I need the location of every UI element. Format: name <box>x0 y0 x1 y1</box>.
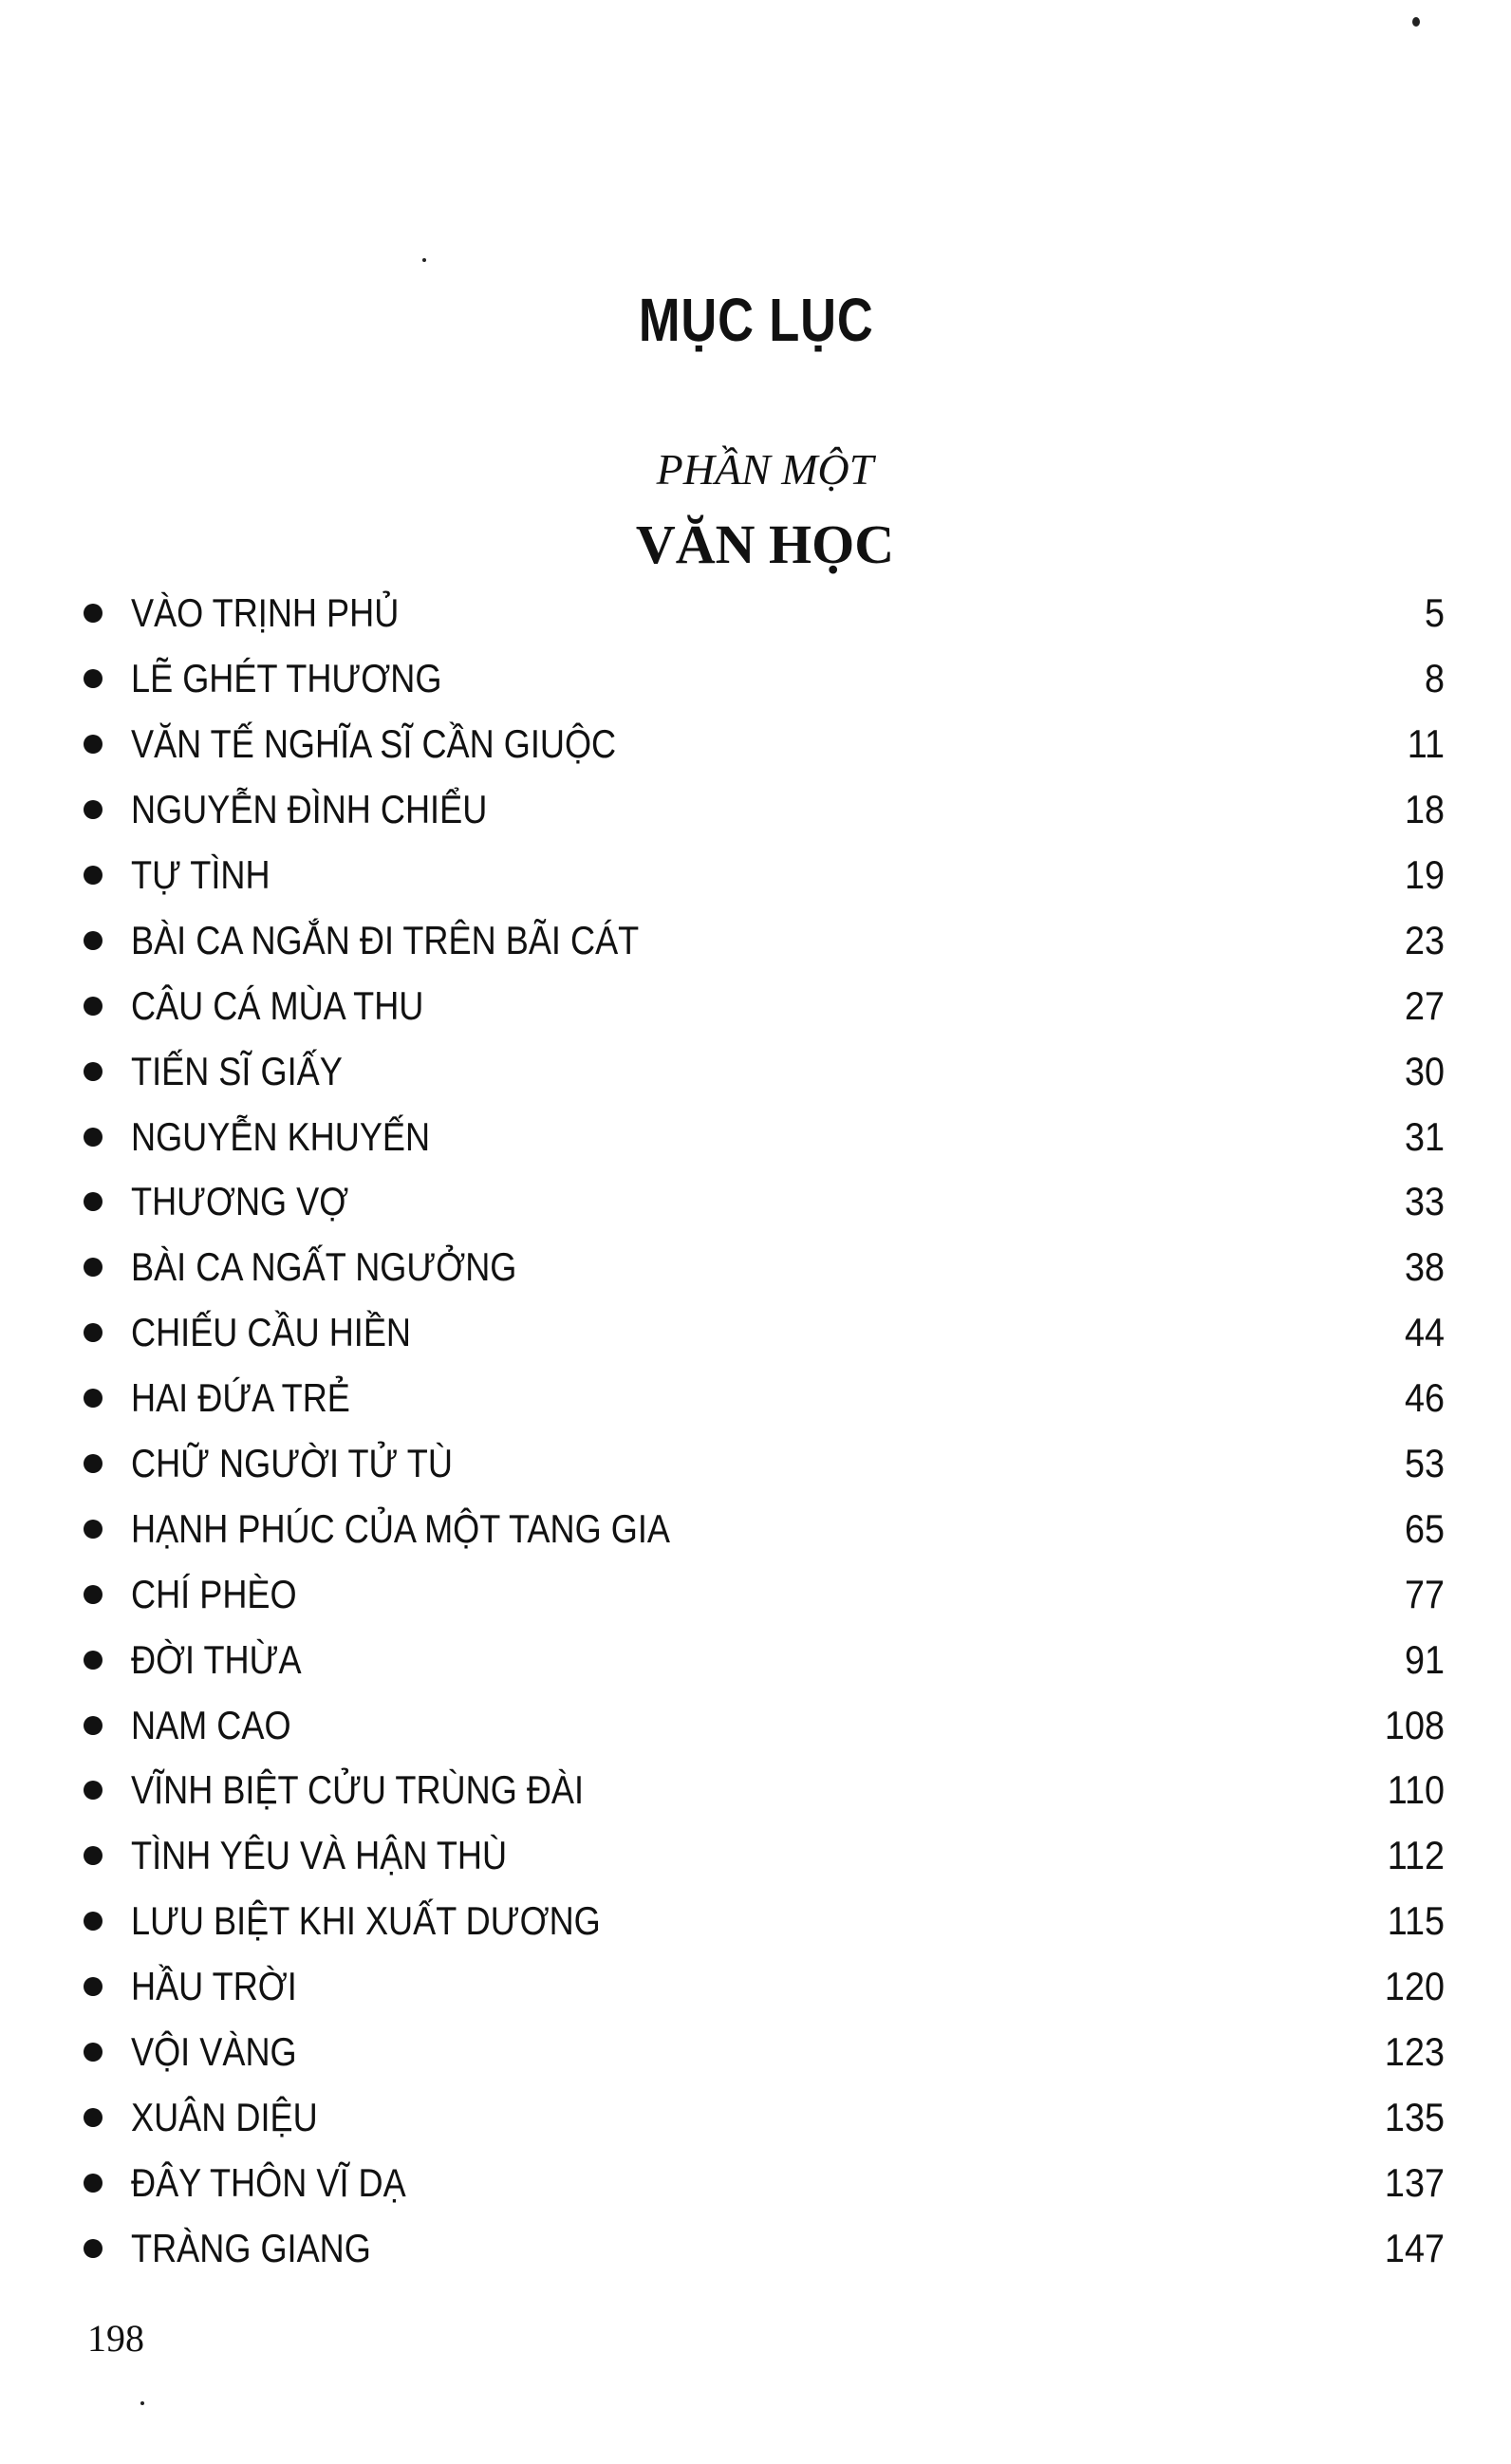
toc-entry-page: 11 <box>1407 721 1445 767</box>
bullet-icon <box>84 1781 103 1800</box>
toc-entry-title: TÌNH YÊU VÀ HẬN THÙ <box>131 1833 508 1878</box>
page-title: MỤC LỤC <box>638 286 874 354</box>
scan-speck <box>1412 17 1420 27</box>
toc-entry-title: CHỮ NGƯỜI TỬ TÙ <box>131 1441 453 1486</box>
toc-entry-title: BÀI CA NGẤT NGƯỞNG <box>131 1244 517 1290</box>
toc-entry-page: 46 <box>1404 1375 1445 1421</box>
bullet-icon <box>84 1977 103 1996</box>
toc-entry-page: 19 <box>1404 852 1445 897</box>
toc-entry-page: 33 <box>1404 1179 1445 1224</box>
bullet-icon <box>84 2108 103 2127</box>
bullet-icon <box>84 1389 103 1408</box>
toc-entry-page: 115 <box>1387 1898 1445 1944</box>
toc-entry-title: CHIẾU CẦU HIỀN <box>131 1310 412 1355</box>
toc-entry-page: 77 <box>1404 1571 1445 1616</box>
toc-entry-page: 110 <box>1387 1767 1445 1813</box>
toc-entry <box>76 1431 1445 1497</box>
toc-entry <box>76 1300 1445 1366</box>
bullet-icon <box>84 800 103 819</box>
toc-entry <box>76 777 1445 843</box>
toc-entry-page: 147 <box>1384 2225 1445 2270</box>
toc-entry-title: HẦU TRỜI <box>131 1964 297 2009</box>
toc-entry-title: TRÀNG GIANG <box>131 2225 371 2270</box>
toc-entry-page: 120 <box>1384 1964 1445 2009</box>
bullet-icon <box>84 2043 103 2062</box>
bullet-icon <box>84 2239 103 2258</box>
toc-entry <box>76 907 1445 973</box>
toc-entry-page: 8 <box>1424 656 1445 701</box>
toc-entry-title: VÀO TRỊNH PHỦ <box>131 590 400 636</box>
bullet-icon <box>84 604 103 623</box>
toc-entry-title: VĨNH BIỆT CỬU TRÙNG ĐÀI <box>131 1767 585 1813</box>
toc-entry-page: 27 <box>1404 982 1445 1028</box>
toc-entry-title: NAM CAO <box>131 1702 291 1747</box>
toc-entry-page: 108 <box>1384 1702 1445 1747</box>
toc-entry <box>76 2215 1445 2281</box>
toc-entry-title: CHÍ PHÈO <box>131 1571 297 1616</box>
bullet-icon <box>84 1520 103 1539</box>
toc-entry <box>76 2150 1445 2215</box>
toc-entry-page: 112 <box>1387 1833 1445 1878</box>
toc-entry <box>76 1169 1445 1235</box>
toc-entry-page: 137 <box>1384 2159 1445 2205</box>
toc-entry <box>76 1889 1445 1954</box>
toc-entry-title: VỘI VÀNG <box>131 2029 297 2075</box>
bullet-icon <box>84 1128 103 1147</box>
toc-entry <box>76 712 1445 777</box>
bullet-icon <box>84 1585 103 1604</box>
scan-speck <box>422 258 426 262</box>
toc-entry-page: 135 <box>1384 2094 1445 2139</box>
toc-entry-title: NGUYỄN KHUYẾN <box>131 1113 431 1159</box>
toc-entry-page: 44 <box>1404 1310 1445 1355</box>
toc-entry <box>76 1104 1445 1169</box>
toc-entry <box>76 2084 1445 2150</box>
bullet-icon <box>84 1716 103 1735</box>
table-of-contents <box>76 581 1445 2281</box>
toc-entry-page: 91 <box>1404 1636 1445 1682</box>
toc-entry <box>76 1692 1445 1758</box>
bullet-icon <box>84 997 103 1016</box>
scan-speck <box>140 2401 144 2405</box>
toc-entry-page: 18 <box>1404 787 1445 832</box>
toc-entry <box>76 1823 1445 1889</box>
toc-entry-title: ĐỜI THỪA <box>131 1636 302 1682</box>
toc-entry <box>76 1627 1445 1692</box>
bullet-icon <box>84 735 103 754</box>
toc-entry-title: HẠNH PHÚC CỦA MỘT TANG GIA <box>131 1505 670 1551</box>
part-title: VĂN HỌC <box>635 513 895 575</box>
toc-entry-title: TIẾN SĨ GIẤY <box>131 1048 343 1093</box>
bullet-icon <box>84 1062 103 1081</box>
toc-entry-page: 5 <box>1424 590 1445 636</box>
bullet-icon <box>84 1258 103 1277</box>
toc-entry <box>76 843 1445 908</box>
toc-entry <box>76 1496 1445 1561</box>
toc-entry-page: 123 <box>1384 2029 1445 2075</box>
page-number: 198 <box>87 2317 144 2360</box>
toc-entry <box>76 1758 1445 1823</box>
toc-entry-page: 38 <box>1404 1244 1445 1290</box>
part-label: PHẦN MỘT <box>656 445 874 494</box>
bullet-icon <box>84 866 103 885</box>
toc-entry-page: 31 <box>1404 1113 1445 1159</box>
toc-entry-title: CÂU CÁ MÙA THU <box>131 982 424 1028</box>
toc-entry <box>76 1038 1445 1104</box>
toc-entry-page: 65 <box>1404 1505 1445 1551</box>
toc-entry-page: 53 <box>1404 1441 1445 1486</box>
toc-entry-title: LẼ GHÉT THƯƠNG <box>131 656 442 701</box>
toc-entry <box>76 1561 1445 1627</box>
toc-entry-title: HAI ĐỨA TRẺ <box>131 1375 350 1421</box>
toc-entry-title: THƯƠNG VỢ <box>131 1179 349 1224</box>
toc-entry-page: 30 <box>1404 1048 1445 1093</box>
bullet-icon <box>84 2174 103 2193</box>
toc-entry-title: NGUYỄN ĐÌNH CHIỂU <box>131 787 488 832</box>
toc-entry-title: TỰ TÌNH <box>131 852 270 897</box>
toc-entry-page: 23 <box>1404 917 1445 962</box>
toc-entry <box>76 1235 1445 1300</box>
bullet-icon <box>84 1454 103 1473</box>
bullet-icon <box>84 1192 103 1211</box>
toc-entry <box>76 646 1445 712</box>
toc-entry-title: LƯU BIỆT KHI XUẤT DƯƠNG <box>131 1898 601 1944</box>
toc-entry <box>76 581 1445 646</box>
bullet-icon <box>84 931 103 950</box>
toc-entry-title: ĐÂY THÔN VĨ DẠ <box>131 2159 406 2205</box>
toc-entry <box>76 2020 1445 2085</box>
toc-entry <box>76 973 1445 1038</box>
toc-entry-title: BÀI CA NGẮN ĐI TRÊN BÃI CÁT <box>131 917 640 962</box>
bullet-icon <box>84 1912 103 1931</box>
toc-entry <box>76 1954 1445 2020</box>
bullet-icon <box>84 1323 103 1342</box>
toc-entry-title: VĂN TẾ NGHĨA SĨ CẦN GIUỘC <box>131 721 617 767</box>
bullet-icon <box>84 1846 103 1865</box>
toc-entry <box>76 1366 1445 1431</box>
bullet-icon <box>84 1651 103 1670</box>
toc-entry-title: XUÂN DIỆU <box>131 2094 318 2139</box>
bullet-icon <box>84 669 103 688</box>
